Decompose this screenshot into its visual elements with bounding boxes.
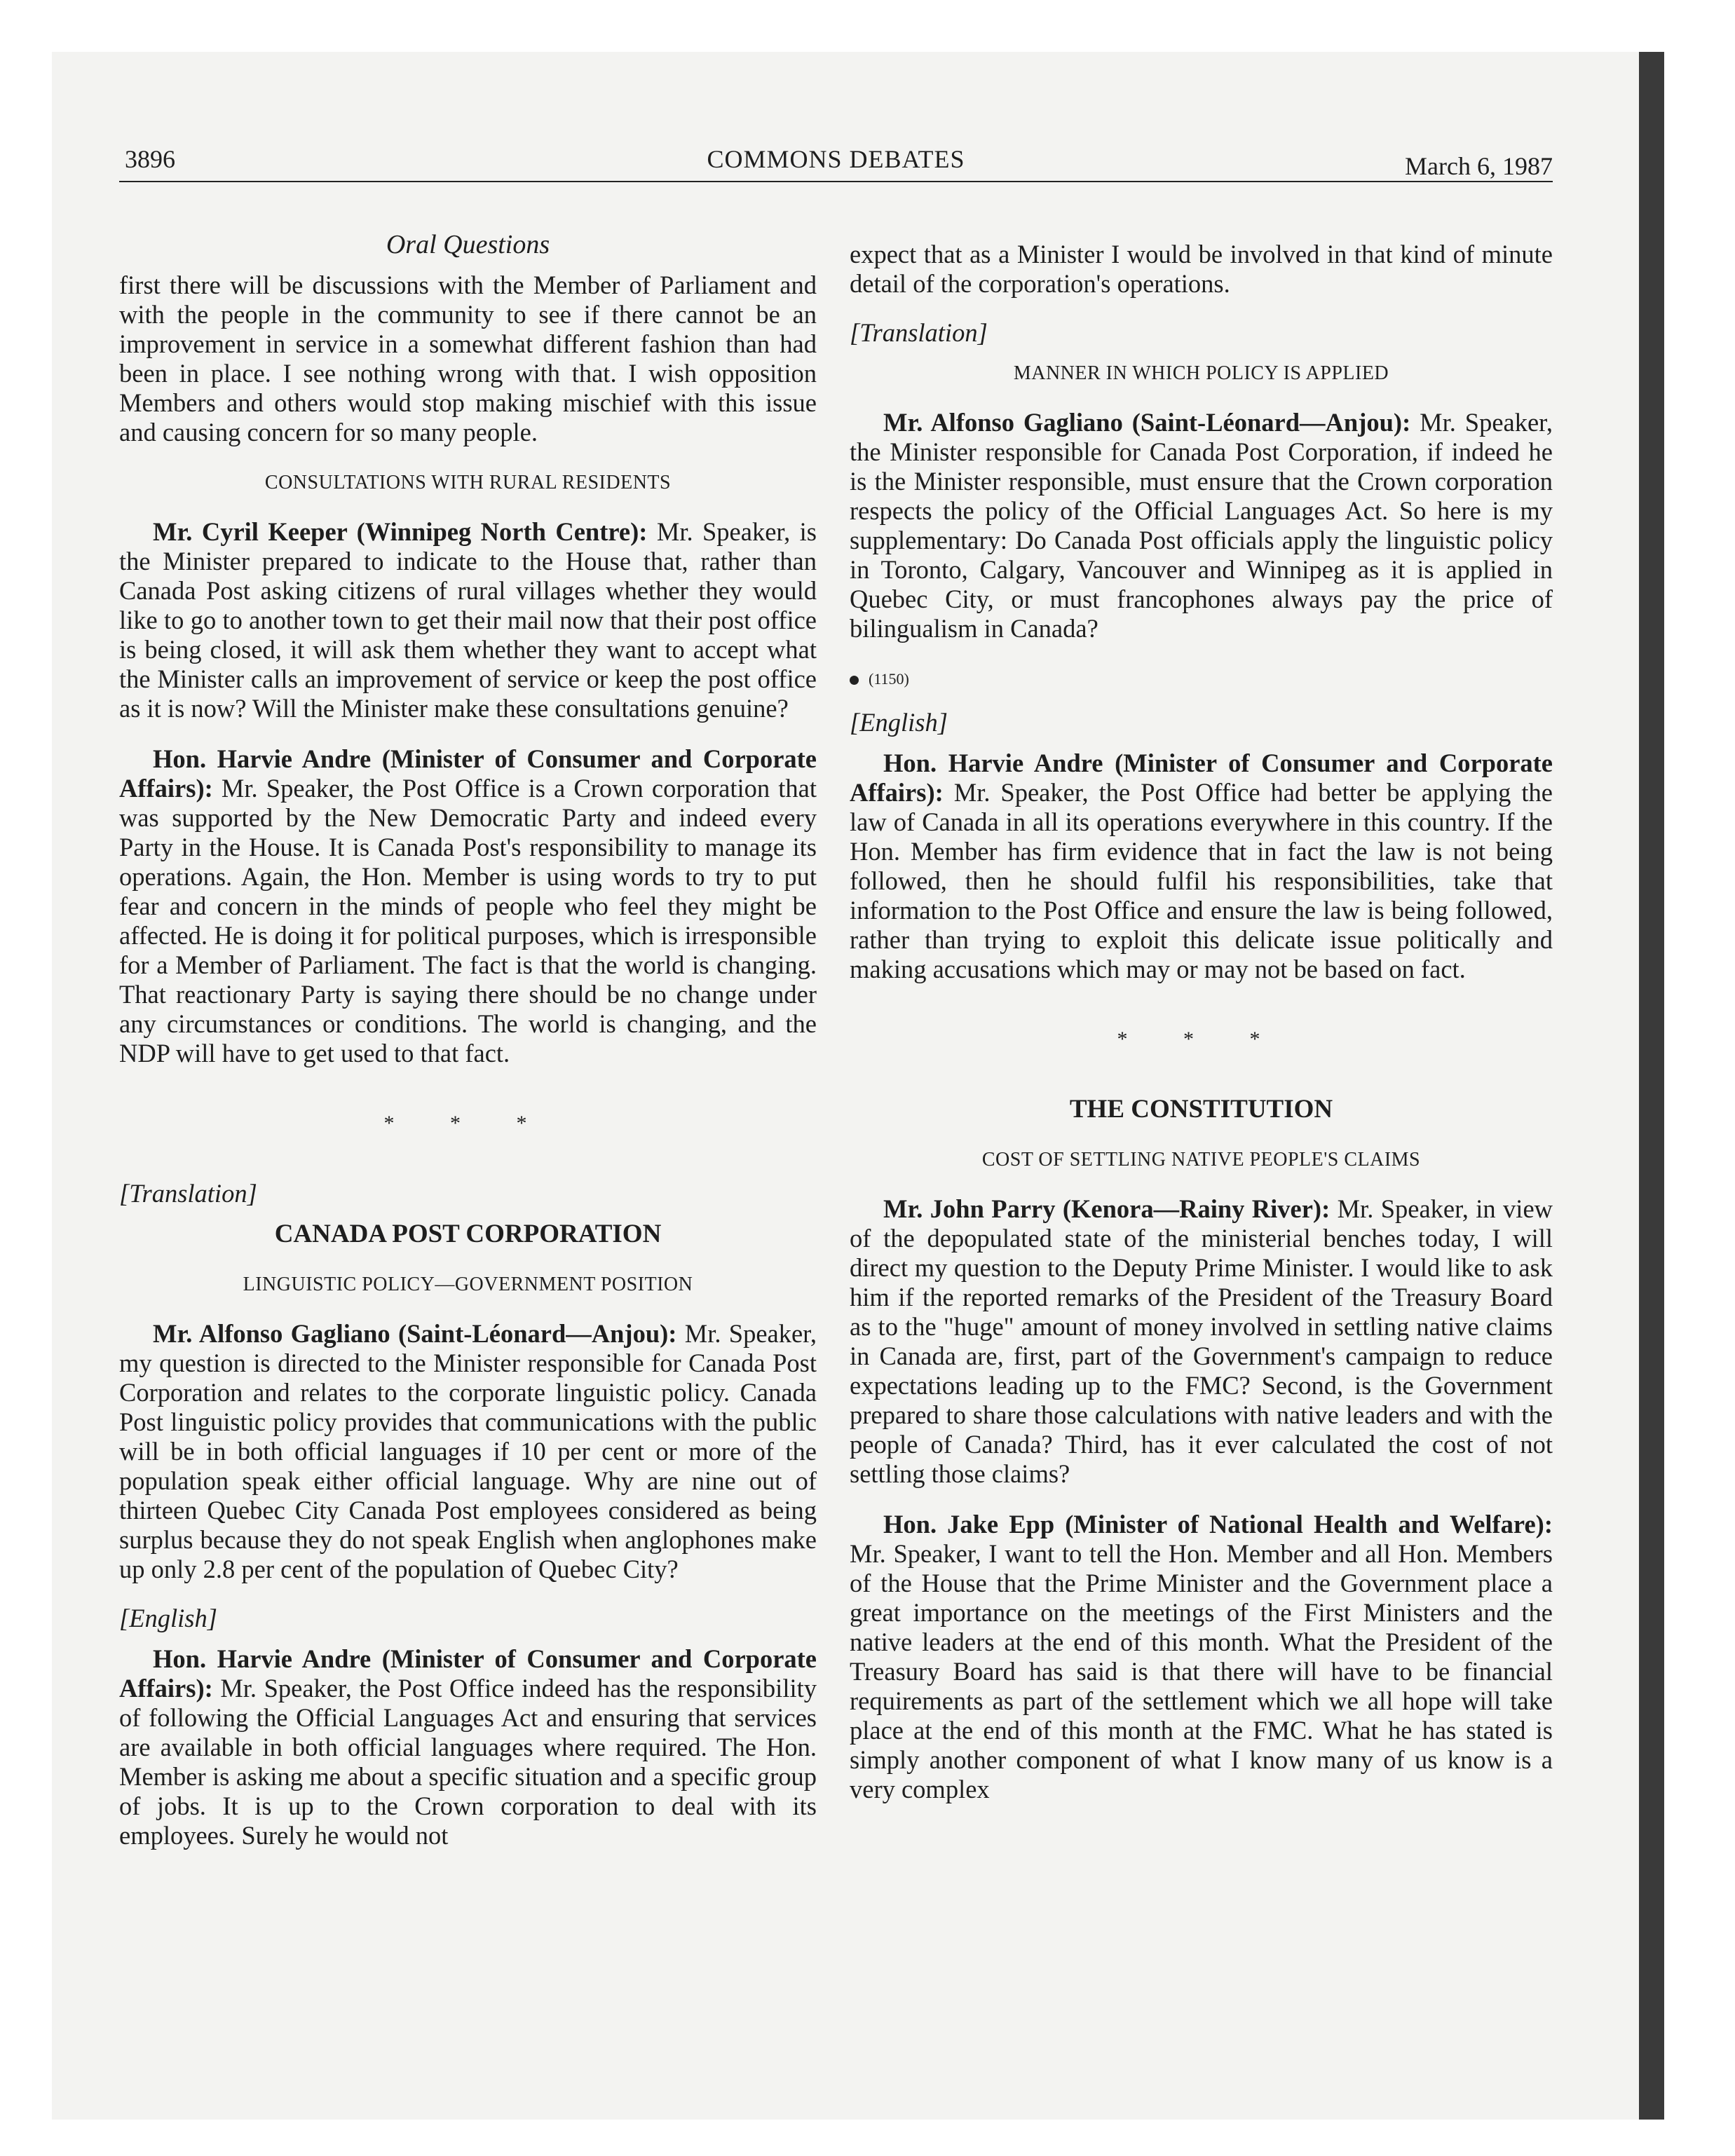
- speaker-name: Hon. Harvie Andre (Minister of Consumer and Corporate Affairs):: [119, 1644, 817, 1703]
- speaker-name: Mr. Cyril Keeper (Winnipeg North Centre):: [153, 517, 648, 546]
- subheading-linguistic-policy: LINGUISTIC POLICY—GOVERNMENT POSITION: [243, 1274, 693, 1295]
- time-stamp: (1150): [869, 670, 909, 688]
- speech-text: Mr. Speaker, is the Minister prepared to indicate to the House that, rather than Canada Post asking citizens of rural villages whether they would like to go to another town to get their mail now that their post office is being closed, it will ask them whether they want to accept what the Minister calls an improvement of service or keep the post office as it is now? Will the Minister make these consultations genuine?: [119, 517, 817, 723]
- subheading-manner-policy: MANNER IN WHICH POLICY IS APPLIED: [1013, 362, 1389, 384]
- speech-text: Mr. Speaker, the Post Office indeed has the responsibility of following the Official Languages Act and ensuring that services are available in both official languages where required. The Hon. Member is asking me about a specific situation and a specific group of jobs. It is up to the Crown corporation to deal with its employees. Surely he would not: [119, 1674, 817, 1850]
- speech-parry: [850, 1194, 1553, 1489]
- section-separator: * * *: [1117, 1028, 1286, 1051]
- speech-andre-3: [850, 749, 1553, 984]
- speech-text: Mr. Speaker, I want to tell the Hon. Member and all Hon. Members of the House that the Prime Minister and the Government place a great importance on the meetings of the First Ministers and the native leaders at the end of this month. What the President of the Treasury Board has said is that there will have to be financial requirements as part of the settlement which we all hope will take place at the end of this month at the FMC. What he has stated is simply another component of what I know many of us know is a very complex: [850, 1539, 1553, 1803]
- speech-text: Mr. Speaker, in view of the depopulated state of the ministerial benches today, I will direct my question to the Deputy Prime Minister. I would like to ask him if the reported remarks of the President of the Treasury Board as to the "huge" amount of money involved in settling native claims in Canada are, first, part of the Government's campaign to reduce expectations leading up to the FMC? Second, is the Government prepared to share those calculations with native leaders and with the people of Canada? Third, has it ever calculated the cost of not settling those claims?: [850, 1194, 1553, 1488]
- speech-text: Mr. Speaker, the Post Office is a Crown corporation that was supported by the New Democratic Party and indeed every Party in the House. It is Canada Post's responsibility to manage its operations. Again, the Hon. Member is using words to try to put fear and concern in the minds of people who feel they might be affected. He is doing it for political purposes, which is irresponsible for a Member of Parliament. The fact is that the world is changing. That reactionary Party is saying there should be no change under any circumstances or conditions. The world is changing, and the NDP will have to get used to that fact.: [119, 774, 817, 1067]
- speech-gagliano-2: [850, 408, 1553, 643]
- speech-keeper: [119, 517, 817, 723]
- page-header: [119, 137, 1553, 186]
- subheading-native-claims: COST OF SETTLING NATIVE PEOPLE'S CLAIMS: [981, 1149, 1421, 1171]
- left-column: [119, 230, 817, 1850]
- speech-text: Mr. Speaker, my question is directed to the Minister responsible for Canada Post Corporation and relates to the corporate linguistic policy. Canada Post linguistic policy provides that communications with the public will be in both official languages if 10 per cent or more of the population speak either official language. Why are nine out of thirteen Quebec City Canada Post employees considered as being surplus because they do not speak English when anglophones make up only 2.8 per cent of the population of Quebec City?: [119, 1319, 817, 1583]
- header-rule: [119, 181, 1553, 182]
- language-marker: [Translation]: [850, 318, 988, 347]
- paragraph-continued: expect that as a Minister I would be involved in that kind of minute detail of the corporation's operations.: [850, 240, 1553, 298]
- speech-andre-2: [119, 1644, 817, 1850]
- issue-date: March 6, 1987: [1405, 152, 1553, 180]
- speech-text: Mr. Speaker, the Post Office had better be applying the law of Canada in all its operations everywhere in this country. If the Hon. Member has firm evidence that in fact the law is not being followed, then he should fulfil his responsibilities, take that information to the Post Office and ensure the law is being followed, rather than trying to exploit this delicate issue politically and making accusations which may or may not be based on fact.: [850, 778, 1553, 983]
- speaker-name: Hon. Harvie Andre (Minister of Consumer and Corporate Affairs):: [850, 749, 1553, 807]
- time-marker: [850, 664, 1553, 694]
- section-label: Oral Questions: [386, 230, 550, 259]
- language-marker: [English]: [119, 1604, 217, 1632]
- page-number: 3896: [125, 145, 175, 173]
- subheading-consultations: CONSULTATIONS WITH RURAL RESIDENTS: [264, 472, 672, 493]
- main-heading-constitution: THE CONSTITUTION: [1069, 1095, 1333, 1124]
- speaker-name: Hon. Jake Epp (Minister of National Health and Welfare):: [883, 1510, 1553, 1538]
- section-separator: * * *: [383, 1112, 552, 1135]
- bullet-icon: [850, 676, 859, 685]
- language-marker: [English]: [850, 708, 948, 737]
- main-heading-canada-post: CANADA POST CORPORATION: [274, 1220, 662, 1248]
- speech-epp: [850, 1510, 1553, 1804]
- paragraph-continued: first there will be discussions with the Member of Parliament and with the people in the community to see if there cannot be an improvement in service in a somewhat different fashion than had been in place. I see nothing wrong with that. I wish opposition Members and others would stop making mischief with this issue and causing concern for so many people.: [119, 271, 817, 446]
- speaker-name: Mr. Alfonso Gagliano (Saint-Léonard—Anjou):: [153, 1319, 677, 1348]
- speech-text: Mr. Speaker, the Minister responsible for Canada Post Corporation, if indeed he is the Minister responsible, must ensure that the Crown corporation respects the policy of the Official Languages Act. So here is my supplementary: Do Canada Post officials apply the linguistic policy in Toronto, Calgary, Vancouver and Winnipeg as it is applied in Quebec City, or must francophones always pay the price of bilingualism in Canada?: [850, 408, 1553, 643]
- publication-title: COMMONS DEBATES: [707, 145, 965, 173]
- speech-andre-1: [119, 744, 817, 1068]
- language-marker: [Translation]: [119, 1179, 257, 1208]
- scan-edge-bar: [1639, 52, 1664, 2120]
- speaker-name: Hon. Harvie Andre (Minister of Consumer and Corporate Affairs):: [119, 744, 817, 803]
- speech-gagliano-1: [119, 1319, 817, 1584]
- speaker-name: Mr. John Parry (Kenora—Rainy River):: [883, 1194, 1331, 1223]
- right-column: [850, 240, 1553, 1804]
- speaker-name: Mr. Alfonso Gagliano (Saint-Léonard—Anjou):: [883, 408, 1411, 437]
